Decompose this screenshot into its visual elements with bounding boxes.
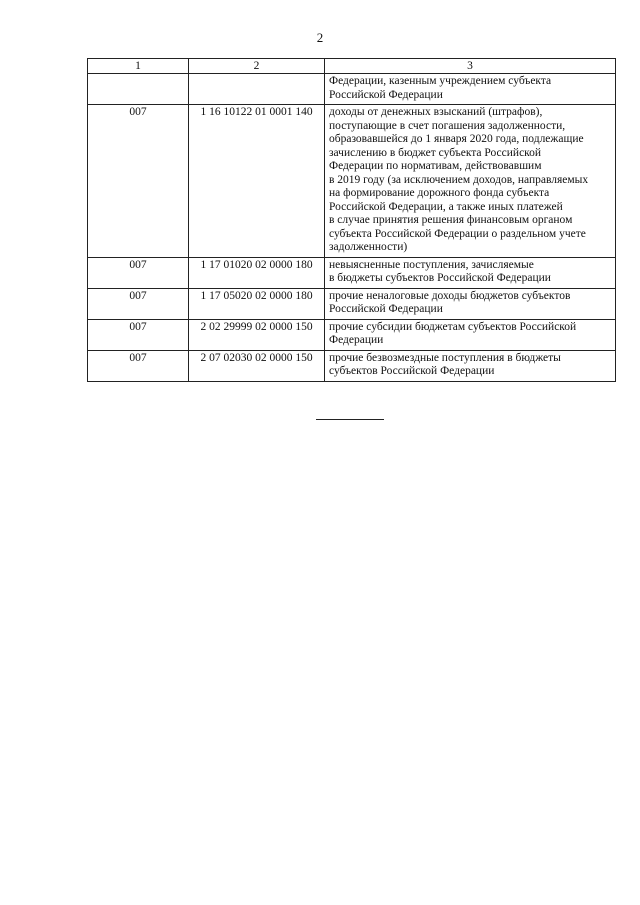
description-line: Федерации, казенным учреждением субъекта [329,75,552,87]
budget-classification-code-cell: 1 17 01020 02 0000 180 [189,257,325,288]
table-row [88,288,616,319]
header-column-2: 2 [189,59,325,74]
budget-classification-code-cell [189,74,325,105]
description-line: на формирование дорожного фонда субъекта [329,187,550,199]
description-line: задолженности) [329,241,408,253]
description-line: субъектов Российской Федерации [329,365,495,377]
revenue-description-cell [325,257,616,288]
revenue-codes-table [87,58,616,382]
revenue-description-cell [325,74,616,105]
header-column-3: 3 [325,59,616,74]
admin-code-cell: 007 [88,350,189,381]
description-line: Российской Федерации [329,88,443,101]
description-line: субъекта Российской Федерации о раздельном учете [329,227,586,240]
table-header-row [88,59,616,74]
description-line: Российской Федерации, а также иных платежей [329,200,563,213]
description-line: прочие безвозмездные поступления в бюджеты [329,351,561,364]
description-line: доходы от денежных взысканий (штрафов), [329,106,543,118]
budget-classification-code-cell: 1 17 05020 02 0000 180 [189,288,325,319]
revenue-description-cell [325,350,616,381]
description-line: Федерации по нормативам, действовавшим [329,160,542,172]
description-line: зачислению в бюджет субъекта Российской [329,146,542,159]
page-number: 2 [316,30,324,45]
table-body [88,74,616,382]
admin-code-cell [88,74,189,105]
table-row [88,74,616,105]
description-line: прочие неналоговые доходы бюджетов субъектов [329,289,571,302]
admin-code-cell: 007 [88,257,189,288]
revenue-description-cell [325,105,616,258]
description-line: образовавшейся до 1 января 2020 года, подлежащие [329,133,584,145]
admin-code-cell: 007 [88,105,189,258]
budget-classification-code-cell: 2 02 29999 02 0000 150 [189,319,325,350]
description-line: в случае принятия решения финансовым органом [329,214,573,226]
description-line: невыясненные поступления, зачисляемые [329,258,534,271]
table-row [88,350,616,381]
table-row [88,105,616,258]
budget-classification-code-cell: 2 07 02030 02 0000 150 [189,350,325,381]
description-line: в бюджеты субъектов Российской Федерации [329,272,551,284]
description-line: Федерации [329,334,384,346]
table-row [88,319,616,350]
admin-code-cell: 007 [88,319,189,350]
header-column-1: 1 [88,59,189,74]
description-line: поступающие в счет погашения задолженности, [329,119,566,132]
admin-code-cell: 007 [88,288,189,319]
table-row [88,257,616,288]
description-line: Российской Федерации [329,303,443,315]
description-line: в 2019 году (за исключением доходов, направляемых [329,173,589,186]
revenue-description-cell [325,319,616,350]
budget-classification-code-cell: 1 16 10122 01 0001 140 [189,105,325,258]
end-divider [316,419,384,420]
revenue-description-cell [325,288,616,319]
description-line: прочие субсидии бюджетам субъектов Российской [329,320,577,333]
